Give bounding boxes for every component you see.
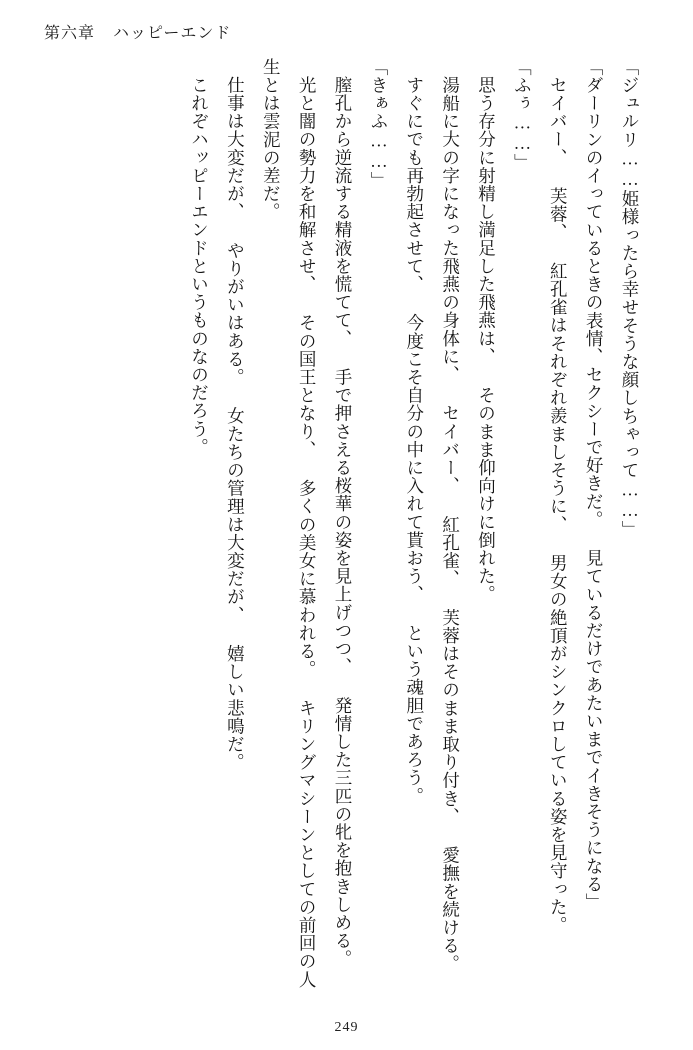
paragraph: 「きぁふ……」 [368,58,389,190]
page-number: 249 [334,1020,359,1035]
paragraph: セイバー、 芙蓉、 紅孔雀はそれぞれ羨ましそうに、 男女の絶頂がシンクロしている姿を見守った。 [548,75,569,934]
paragraph: 湯船に大の字になった飛燕の身体に、 セイバー、 紅孔雀、 芙蓉はそのまま取り付き、 愛撫を続ける。 [440,75,461,973]
page-header [44,20,231,43]
paragraph: 「ジュルリ……姫様ったら幸せそうな顔しちゃって……」 [620,58,640,539]
paragraph: これぞハッピーエンドというものなのだろう。 [189,75,210,456]
paragraph: 光と闇の勢力を和解させ、 その国王となり、 多くの美女に慕われる。 キリングマシーンとしての前回の人生とは雲泥の差だ。 [261,58,318,988]
paragraph: 「ダーリンのイっているときの表情、セクシーで好きだ。 見ているだけであたいまでイきそうになる」 [584,58,605,912]
paragraph: 「ふぅ……」 [512,58,533,172]
paragraph: 仕事は大変だが、 やりがいはある。 女たちの管理は大変だが、 嬉しい悲鳴だ。 [225,75,246,771]
paragraph: すぐにでも再勃起させて、 今度こそ自分の中に入れて貰おう、 という魂胆であろう。 [404,75,425,805]
paragraph: 膣孔から逆流する精液を慌てて、 手で押さえる桜華の姿を見上げつつ、 発情した三匹の牝を抱きしめる。 [333,75,353,968]
chapter-number: 第六章 [44,25,96,42]
paragraph: 思う存分に射精し満足した飛燕は、 そのまま仰向けに倒れた。 [476,75,497,603]
chapter-title: ハッピーエンド [113,25,232,42]
body-text [67,58,647,988]
